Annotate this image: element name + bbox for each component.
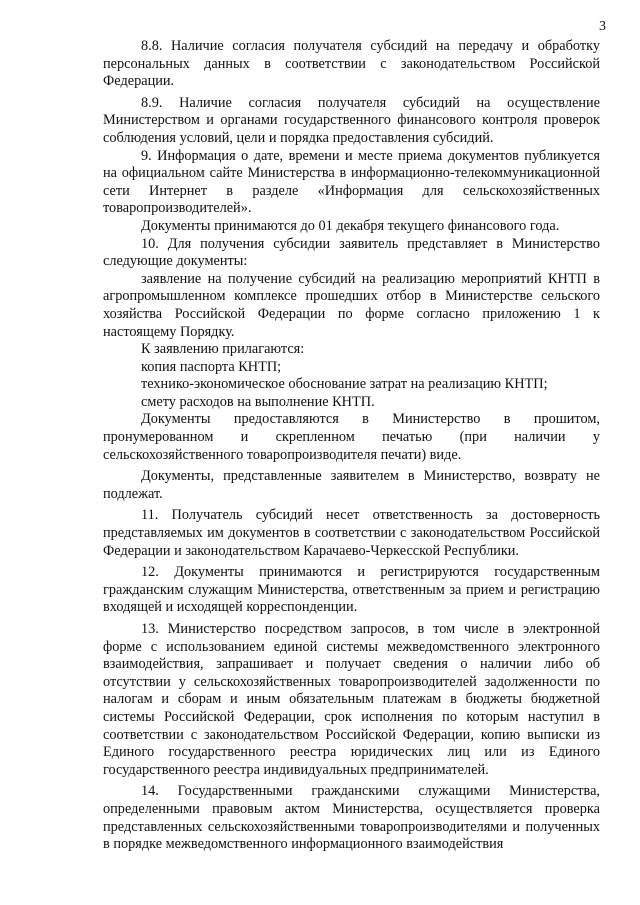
paragraph-no-return: Документы, представленные заявителем в Министерство, возврату не подлежат. [103, 468, 600, 502]
paragraph-attachments-intro: К заявлению прилагаются: [141, 341, 305, 358]
document-body [103, 38, 600, 854]
paragraph-13: 13. Министерство посредством запросов, в том числе в электронной форме с использованием единой системы межведомственного электронного взаимодействия, запрашивает и получает сведения о наличии либо об отсутствии у сельскохозяйственных товаропроизводителей задолженности по налогам и сборам и иным обязательным платежам в бюджеты бюджетной системы Российской Федерации, срок исполнения по которым наступил в соответствии с законодательством Российской Федерации, копию выписки из Единого государственного реестра юридических лиц или из Единого государственного реестра индивидуальных предпринимателей. [103, 621, 600, 778]
paragraph-14: 14. Государственными гражданскими служащими Министерства, определенными правовым актом Министерства, осуществляется проверка представленных сельскохозяйственными товаропроизводителями и полученных в порядке межведомственного информационного взаимодействия [103, 783, 600, 853]
list-item-feasibility-study: технико-экономическое обоснование затрат на реализацию КНТП; [141, 376, 548, 393]
paragraph-deadline: Документы принимаются до 01 декабря текущего финансового года. [141, 217, 560, 234]
paragraph-8-9: 8.9. Наличие согласия получателя субсидий на осуществление Министерством и органами государственного финансового контроля проверок соблюдения условий, цели и порядка предоставления субсидий. [103, 94, 600, 146]
paragraph-application: заявление на получение субсидий на реализацию мероприятий КНТП в агропромышленном комплексе прошедших отбор в Министерстве сельского хозяйства Российской Федерации по форме согласно приложению 1 к настоящему Порядку. [103, 270, 600, 340]
paragraph-10: 10. Для получения субсидии заявитель представляет в Министерство следующие документы: [103, 235, 600, 270]
paragraph-8-8: 8.8. Наличие согласия получателя субсидий на передачу и обработку персональных данных в соответствии с законодательством Российской Федерации. [103, 38, 600, 90]
paragraph-9: 9. Информация о дате, времени и месте приема документов публикуется на официальном сайте Министерства в информационно-телекоммуникационной сети Интернет в разделе «Информация для сельскохозяйственных товаропроизводителей». [103, 147, 600, 217]
page-number: 3 [599, 19, 606, 34]
list-item-expense-estimate: смету расходов на выполнение КНТП. [141, 393, 375, 410]
paragraph-11: 11. Получатель субсидий несет ответственность за достоверность представляемых им документов в соответствии с законодательством Российской Федерации и законодательством Карачаево-Черкесской Республики. [103, 507, 600, 559]
list-item-passport-copy: копия паспорта КНТП; [141, 358, 282, 375]
paragraph-12: 12. Документы принимаются и регистрируются государственным гражданским служащим Министерства, ответственным за прием и регистрацию входящей и исходящей корреспонденции. [103, 564, 600, 616]
paragraph-document-format: Документы предоставляются в Министерство в прошитом, пронумерованном и скрепленном печатью (при наличии у сельскохозяйственного товаропроизводителя печати) виде. [103, 411, 600, 463]
